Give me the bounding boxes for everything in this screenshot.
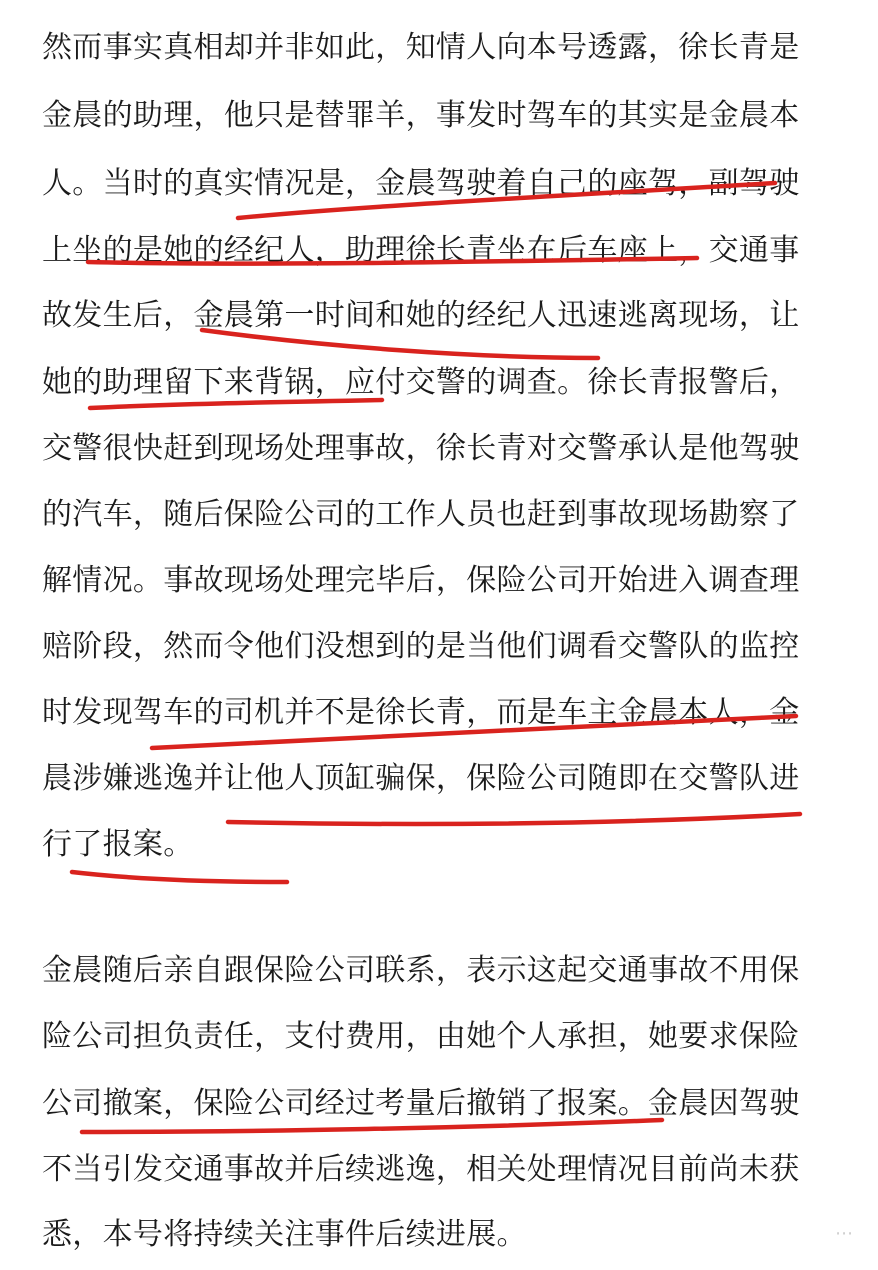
- text-line: 赔阶段，然而令他们没想到的是当他们调看交警队的监控: [42, 629, 800, 664]
- text-line: 晨涉嫌逃逸并让他人顶缸骗保，保险公司随即在交警队进: [42, 761, 800, 796]
- text-line: 的汽车，随后保险公司的工作人员也赶到事故现场勘察了: [42, 497, 800, 532]
- text-line: 悉，本号将持续关注事件后续进展。: [42, 1217, 527, 1252]
- text-line: 金晨的助理，他只是替罪羊，事发时驾车的其实是金晨本: [42, 98, 800, 133]
- text-line: 然而事实真相却并非如此，知情人向本号透露，徐长青是: [42, 30, 800, 65]
- text-line: 时发现驾车的司机并不是徐长青，而是车主金晨本人，金: [42, 695, 800, 730]
- text-line: 她的助理留下来背锅，应付交警的调查。徐长青报警后，: [42, 365, 800, 400]
- text-line: 解情况。事故现场处理完毕后，保险公司开始进入调查理: [42, 563, 800, 598]
- text-line: 人。当时的真实情况是，金晨驾驶着自己的座驾，副驾驶: [42, 166, 800, 201]
- red-underline-7: [72, 872, 287, 882]
- text-line: 故发生后，金晨第一时间和她的经纪人迅速逃离现场，让: [42, 298, 800, 333]
- watermark: ⋯: [835, 1223, 854, 1244]
- text-line: 上坐的是她的经纪人，助理徐长青坐在后车座上，交通事: [42, 233, 800, 268]
- text-line: 公司撤案，保险公司经过考量后撤销了报案。金晨因驾驶: [42, 1086, 800, 1121]
- text-line: 行了报案。: [42, 827, 194, 862]
- red-underline-6: [228, 814, 800, 824]
- text-line: 金晨随后亲自跟保险公司联系，表示这起交通事故不用保: [42, 953, 800, 988]
- text-line: 不当引发交通事故并后续逃逸，相关处理情况目前尚未获: [42, 1152, 800, 1187]
- text-line: 险公司担负责任，支付费用，由她个人承担，她要求保险: [42, 1019, 800, 1054]
- text-line: 交警很快赶到现场处理事故，徐长青对交警承认是他驾驶: [42, 431, 800, 466]
